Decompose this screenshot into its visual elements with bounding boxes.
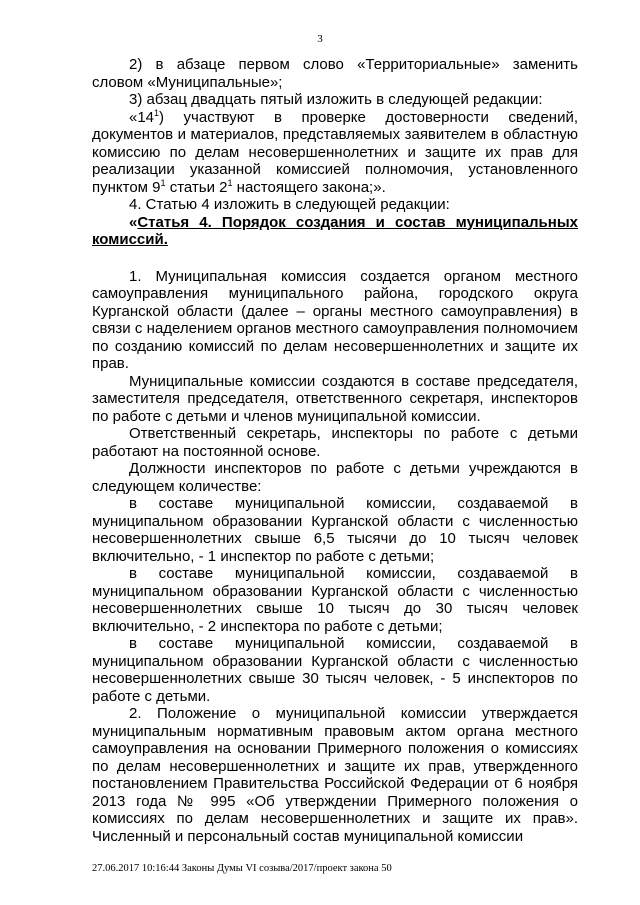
paragraph-article-4-1: 1. Муниципальная комиссия создается органом местного самоуправления муниципального района, городского округа Курганской области (далее – органы местного самоуправления) в связи с наделением органов местного самоуправления полномочием по созданию комиссий по делам несовершеннолетних и защите их прав.: [92, 267, 578, 372]
quote-text: статьи 2: [165, 178, 228, 196]
list-item: в составе муниципальной комиссии, создаваемой в муниципальном образовании Курганской области с численностью несовершеннолетних свыше 6,5 тысячи до 10 тысяч человек включительно, - 1 инспектор по работе с детьми;: [92, 495, 578, 565]
paragraph: Должности инспекторов по работе с детьми учреждаются в следующем количестве:: [92, 460, 578, 495]
paragraph-item-3: 3) абзац двадцать пятый изложить в следующей редакции:: [129, 91, 543, 108]
paragraph: Муниципальные комиссии создаются в составе председателя, заместителя председателя, ответственного секретаря, инспекторов по работе с детьми и членов муниципальной комиссии.: [92, 372, 578, 425]
list-item: в составе муниципальной комиссии, создаваемой в муниципальном образовании Курганской области с численностью несовершеннолетних свыше 30 тысяч человек, - 5 инспекторов по работе с детьми.: [92, 635, 578, 705]
quote-start: «14: [129, 108, 155, 126]
paragraph: Ответственный секретарь, инспекторы по работе с детьми работают на постоянной основе.: [92, 425, 578, 460]
heading-text: Статья 4. Порядок создания и состав муниципальных комиссий.: [92, 213, 578, 248]
superscript: 1: [154, 107, 160, 118]
heading-quote: «: [129, 213, 138, 231]
footer-stamp: 27.06.2017 10:16:44 Законы Думы VI созыва/2017/проект закона 50: [92, 863, 392, 874]
list-item: в составе муниципальной комиссии, создаваемой в муниципальном образовании Курганской области с численностью несовершеннолетних свыше 10 тысяч до 30 тысяч человек включительно, - 2 инспектора по работе с детьми;: [92, 565, 578, 635]
paragraph-item-2: 2) в абзаце первом слово «Территориальные» заменить словом «Муниципальные»;: [92, 56, 578, 91]
article-heading: [92, 214, 578, 249]
page-number: 3: [317, 33, 323, 45]
superscript: 1: [160, 177, 166, 188]
paragraph-item-4: 4. Статью 4 изложить в следующей редакции:: [129, 196, 450, 213]
document-body: [92, 56, 578, 845]
quote-text: ) участвуют в проверке достоверности сведений, документов и материалов, представляемых заявителем в областную комиссию по делам несовершеннолетних и защите их прав для реализации указанной комиссией полномочия, установленного пунктом 9: [92, 108, 578, 196]
paragraph-article-4-2: 2. Положение о муниципальной комиссии утверждается муниципальным нормативным правовым актом органа местного самоуправления на основании Примерного положения о комиссиях по делам несовершеннолетних и защите их прав, утвержденного постановлением Правительства Российской Федерации от 6 ноября 2013 года № 995 «Об утверждении Примерного положения о комиссиях по делам несовершеннолетних и защите их прав». Численный и персональный состав муниципальной комиссии: [92, 705, 578, 845]
paragraph-quoted-14-1: [92, 109, 578, 197]
quote-text: настоящего закона;».: [232, 178, 386, 196]
superscript: 1: [227, 177, 233, 188]
